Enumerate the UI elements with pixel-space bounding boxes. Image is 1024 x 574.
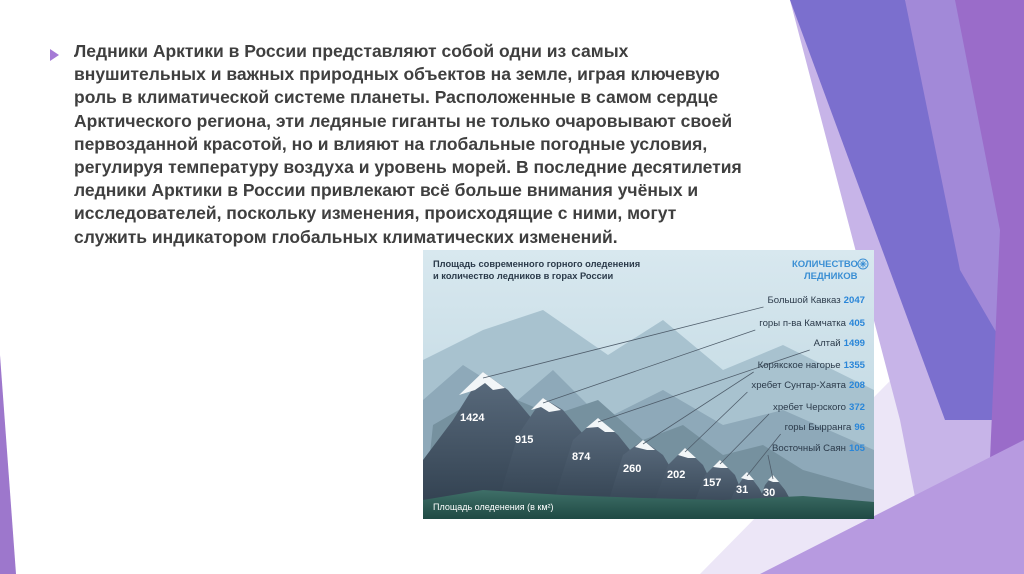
- glacier-region-name: Восточный Саян: [771, 443, 846, 454]
- legend-title-line2: ЛЕДНИКОВ: [804, 271, 858, 282]
- glacier-region-name: хребет Сунтар-Хаята: [751, 380, 846, 391]
- glacier-count-value: 1355: [843, 360, 865, 371]
- glacier-region-name: Алтай: [813, 338, 841, 349]
- glacier-count-value: 96: [854, 422, 865, 433]
- glacier-count-value: 105: [848, 443, 865, 454]
- snowflake-icon: [858, 259, 868, 269]
- deco-left-purple-strip: [0, 355, 16, 574]
- glacier-area-value: 31: [736, 484, 749, 496]
- glacier-count-value: 1499: [843, 338, 865, 349]
- bullet-arrow-icon: [50, 49, 59, 61]
- glacier-count-value: 372: [848, 402, 865, 413]
- glacier-area-value: 157: [703, 477, 722, 489]
- glacier-area-value: 260: [623, 463, 642, 475]
- glacier-count-value: 405: [848, 318, 865, 329]
- glacier-region-name: Большой Кавказ: [767, 295, 841, 306]
- glacier-area-value: 30: [763, 487, 776, 499]
- glacier-region-name: Корякское нагорье: [757, 360, 841, 371]
- glacier-area-value: 874: [572, 451, 591, 463]
- glacier-region-name: хребет Черского: [773, 402, 846, 413]
- glacier-region-name: горы Бырранга: [784, 422, 852, 433]
- glacier-area-value: 915: [515, 434, 534, 446]
- glacier-infographic: [423, 250, 874, 519]
- legend-title-line1: КОЛИЧЕСТВО: [792, 259, 858, 270]
- glacier-count-value: 208: [848, 380, 865, 391]
- chart-title-line2: и количество ледников в горах России: [433, 271, 614, 281]
- glacier-region-name: горы п-ва Камчатка: [759, 318, 846, 329]
- glacier-count-value: 2047: [843, 295, 865, 306]
- glacier-area-value: 1424: [460, 412, 485, 424]
- chart-footer-label: Площадь оледенения (в км²): [433, 502, 554, 512]
- slide-paragraph: Ледники Арктики в России представляют собой одни из самых внушительных и важных природных объектов на земле, играя ключевую роль в климатической системе планеты. Расположенные в самом сердце Арктического региона, эти ледяные гиганты не только очаровывают своей первозданной красотой, но и влияют на глобальные погодные условия, регулируя температуру воздуха и уровень морей. В последние десятилетия ледники Арктики в России привлекают всё больше внимания учёных и исследователей, поскольку изменения, происходящие с ними, могут служить индикатором глобальных климатических изменений.: [74, 41, 742, 247]
- infographic-canvas: [423, 250, 874, 519]
- glacier-area-value: 202: [667, 469, 686, 481]
- chart-title-line1: Площадь современного горного оледенения: [433, 259, 641, 269]
